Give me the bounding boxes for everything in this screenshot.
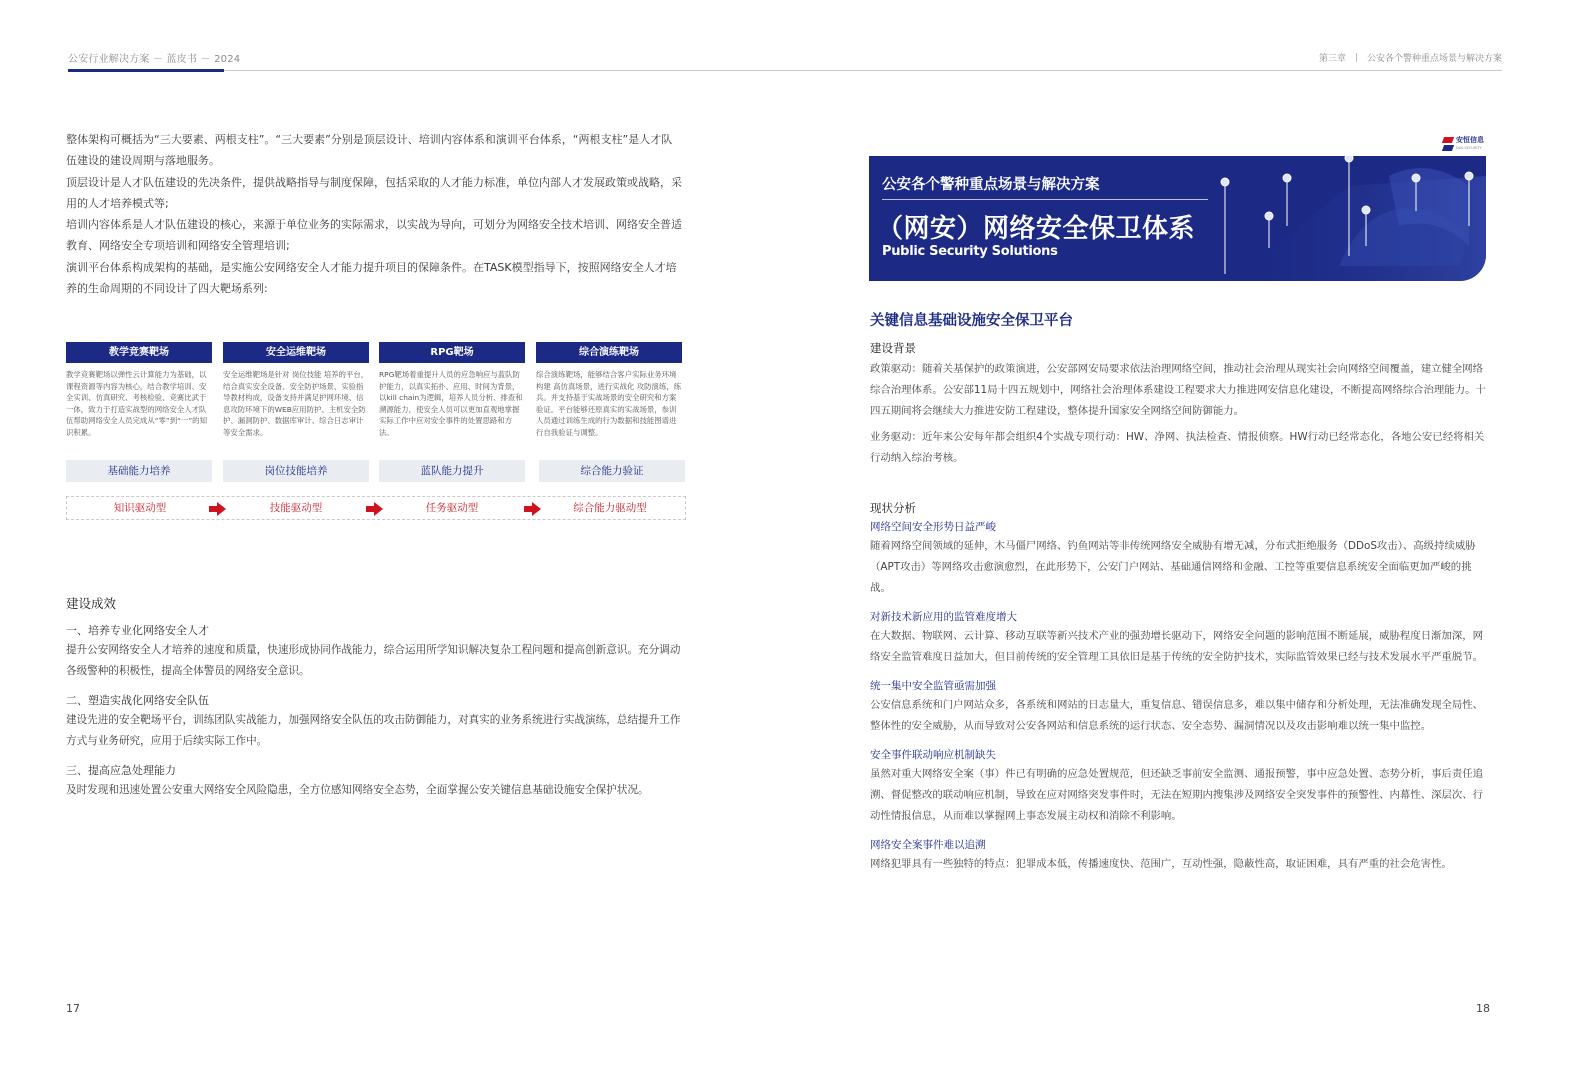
analysis-item-heading: 对新技术新应用的监管难度增大	[870, 611, 1017, 623]
drive-type: 任务驱动型	[425, 502, 479, 514]
intro-paragraph: 培训内容体系是人才队伍建设的核心，来源于单位业务的实际需求，以实战为导向，可划分为网络安全技术培训、网络安全普适教育、网络安全专项培训和网络安全管理培训;	[66, 218, 682, 253]
section-heading: 建设成效	[66, 596, 117, 611]
range-column-drill	[536, 342, 682, 449]
logo-wordmark	[1456, 136, 1484, 152]
analysis-item	[870, 519, 1492, 599]
capability-label-basic: 基础能力培养	[66, 460, 212, 482]
drive-type: 知识驱动型	[113, 502, 167, 514]
banner-rule	[882, 199, 1208, 200]
chapter-banner	[869, 156, 1486, 281]
drive-type: 技能驱动型	[269, 502, 323, 514]
capability-label-blue-team: 蓝队能力提升	[379, 460, 525, 482]
page-number-right: 18	[1476, 1002, 1490, 1015]
analysis-item-heading: 网络空间安全形势日益严峻	[870, 521, 996, 533]
effect-heading: 一、培养专业化网络安全人才	[66, 624, 209, 637]
analysis-item	[870, 609, 1492, 668]
effects-section	[66, 594, 682, 801]
running-header-left: 公安行业解决方案 － 蓝皮书 － 2024	[68, 54, 241, 65]
banner-subtitle: 公安各个警种重点场景与解决方案	[882, 177, 1100, 193]
header-separator	[1356, 53, 1357, 62]
effect-text: 提升公安网络安全人才培养的速度和质量，快速形成协同作战能力，综合运用所学知识解决复杂工程问题和提高创新意识。充分调动各级警种的积极性，提高全体警员的网络安全意识。	[66, 644, 681, 677]
analysis-item-text: 在大数据、物联网、云计算、移动互联等新兴技术产业的强劲增长驱动下，网络安全问题的影响范围不断延展，威胁程度日渐加深，网络安全监管难度日益加大，但目前传统的安全管理工具依旧是基于传统的安全防护技术，实际监管效果已经与技术发展水平严重脱节。	[870, 630, 1484, 663]
analysis-item-text: 虽然对重大网络安全案（事）件已有明确的应急处置规范，但还缺乏事前安全监测、通报预警，事中应急处置、态势分析，事后责任追溯、督促整改的联动响应机制，导致在应对网络突发事件时，无法在短期内搜集涉及网络安全突发事件的预警性、内幕性、深层次、行动性情报信息，从而难以掌握网上事态发展主动权和消除不利影响。	[870, 768, 1484, 822]
analysis-item-heading: 网络安全案事件难以追溯	[870, 839, 986, 851]
analysis-item	[870, 678, 1492, 737]
banner-english-title: Public Security Solutions	[882, 244, 1058, 259]
range-description: 安全运维靶场是针对 岗位技能 培养的平台，结合真实安全设备、安全防护场景、实验指导教材构成，设备支持并满足护网环境、信息攻防环境下的WEB应用防护、主机安全防护、漏洞防护、数据库审计、综合日志审计等安全需求。	[223, 370, 369, 437]
effect-text: 及时发现和迅速处置公安重大网络安全风险隐患，全方位感知网络安全态势，全面掌握公安关键信息基础设施安全保护状况。	[66, 784, 649, 796]
intro-paragraph: 整体架构可概括为“三大要素、两根支柱”。“三大要素”分别是顶层设计、培训内容体系和演训平台体系，“两根支柱”是人才队伍建设的建设周期与落地服务。	[66, 133, 673, 168]
analysis-item	[870, 747, 1492, 827]
background-paragraph: 业务驱动：近年来公安每年都会组织4个实战专项行动：HW、净网、执法检查、情报侦察。HW行动已经常态化，各地公安已经将相关行动纳入综治考核。	[870, 431, 1485, 464]
range-title: RPG靶场	[379, 342, 525, 363]
logo-name: 安恒信息	[1456, 136, 1484, 144]
intro-paragraph: 演训平台体系构成架构的基础，是实施公安网络安全人才能力提升项目的保障条件。在TASK模型指导下，按照网络安全人才培养的生命周期的不同设计了四大靶场系列:	[66, 260, 677, 296]
analysis-section	[870, 499, 1492, 885]
effect-heading: 二、塑造实战化网络安全队伍	[66, 694, 209, 707]
range-description: RPG靶场着重提升人员的应急响应与蓝队防护能力，以真实拓扑、应用、时间为背景，以kill chain为逻辑，培养人员分析、排查和溯源能力，使安全人员可以更加直观地掌握实际工作中应对安全事件的处置思路和方法。	[379, 370, 523, 437]
analysis-item-heading: 安全事件联动响应机制缺失	[870, 749, 996, 761]
analysis-item-heading: 统一集中安全监管亟需加强	[870, 680, 996, 692]
range-title: 教学竞赛靶场	[66, 342, 212, 363]
range-description: 教学竞赛靶场以弹性云计算能力为基础，以课程资源等内容为核心，结合教学培训、安全实训、仿真研究、考核检验、竞赛比武于一体，致力于打造实战型的网络安全人才队伍帮助网络安全人员完成从“零”到“一”的知识积累。	[66, 370, 207, 437]
background-section	[870, 339, 1492, 469]
header-rule	[68, 70, 1502, 71]
drive-type: 综合能力驱动型	[573, 502, 647, 514]
drive-type-row	[66, 496, 686, 520]
range-title: 安全运维靶场	[223, 342, 369, 363]
platform-title: 关键信息基础设施安全保卫平台	[870, 313, 1073, 329]
range-title: 综合演练靶场	[536, 342, 682, 363]
capability-label-skill: 岗位技能培养	[223, 460, 369, 482]
analysis-item-text: 公安信息系统和门户网站众多，各系统和网站的日志量大，重复信息、错误信息多，难以集中储存和分析处理，无法准确发现全局性、整体性的安全威胁，从而导致对公安各网站和信息系统的运行状态、安全态势、漏洞情况以及攻击影响难以统一集中监控。	[870, 699, 1484, 732]
range-column-teaching	[66, 342, 212, 449]
header-accent-bar	[68, 69, 224, 72]
effect-text: 建设先进的安全靶场平台，训练团队实战能力，加强网络安全队伍的攻击防御能力，对真实的业务系统进行实战演练，总结提升工作方式与业务研究，应用于后续实际工作中。	[66, 714, 681, 747]
range-column-ops	[223, 342, 369, 449]
range-column-rpg	[379, 342, 525, 449]
brand-logo	[1443, 136, 1484, 152]
page-number-left: 17	[66, 1002, 80, 1015]
intro-paragraph: 顶层设计是人才队伍建设的先决条件，提供战略指导与制度保障，包括采取的人才能力标准，单位内部人才发展政策或战略，采用的人才培养模式等;	[66, 175, 682, 210]
background-paragraph: 政策驱动：随着关基保护的政策演进，公安部网安局要求依法治理网络空间，推动社会治理从现实社会向网络空间覆盖，建立健全网络综合治理体系。公安部11局十四五规划中，网络社会治理体系建设工程要求大力推进网安信息化建设，不断提高网络综合治理能力。十四五期间将会继续大力推进安防工程建设，整体提升国家安全网络空间防御能力。	[870, 363, 1486, 417]
range-description: 综合演练靶场，能够结合客户实际业务环境构建 高仿真场景，进行实战化 攻防演练，练兵。并支持基于实战场景的安全研究和方案验证。平台能够还原真实的实战场景，参训人员通过训练生成的行为数据和技能图谱进行自我验证与调整。	[536, 370, 682, 437]
section-heading: 现状分析	[870, 501, 916, 515]
section-heading: 建设背景	[870, 341, 916, 355]
analysis-item	[870, 837, 1492, 875]
running-header-right	[1319, 51, 1502, 64]
chapter-title: 公安各个警种重点场景与解决方案	[1366, 54, 1502, 64]
logo-tagline: DAS-SECURITY	[1456, 146, 1482, 150]
range-series	[66, 342, 686, 522]
capability-label-comprehensive: 综合能力验证	[539, 460, 685, 482]
effect-heading: 三、提高应急处理能力	[66, 764, 176, 777]
chapter-label: 第三章	[1318, 54, 1346, 64]
analysis-item-text: 随着网络空间领域的延伸，木马僵尸网络、钓鱼网站等非传统网络安全威胁有增无减，分布式拒绝服务（DDoS攻击）、高级持续威胁（APT攻击）等网络攻击愈演愈烈，在此形势下，公安门户网站、基础通信网络和金融、工控等重要信息系统安全面临更加严峻的挑战。	[870, 540, 1476, 594]
intro-text	[66, 129, 682, 299]
analysis-item-text: 网络犯罪具有一些独特的特点：犯罪成本低，传播速度快、范围广，互动性强，隐蔽性高，取证困难，具有严重的社会危害性。	[870, 858, 1452, 870]
logo-mark-icon	[1443, 137, 1453, 151]
banner-title: （网安）网络安全保卫体系	[877, 214, 1196, 244]
